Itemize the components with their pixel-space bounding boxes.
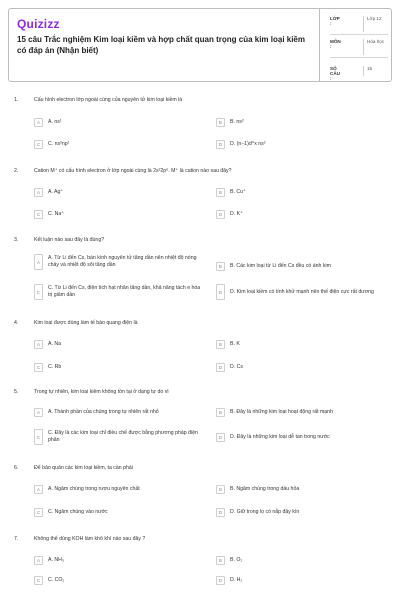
- option-text: C. Na⁺: [48, 211, 64, 217]
- question-text: Trong tự nhiên, kim loại kiềm không tồn tại ở dạng tự do vì: [34, 389, 169, 395]
- option-text: B. Đây là những kim loại hoạt động rất mạnh: [230, 409, 333, 415]
- option-letter: D: [216, 284, 225, 300]
- option-a[interactable]: [34, 188, 63, 197]
- option-text: A. Ag⁺: [48, 189, 64, 195]
- option-letter: B: [216, 485, 225, 494]
- option-b[interactable]: [216, 408, 333, 417]
- option-letter: A: [34, 556, 43, 565]
- option-d[interactable]: [216, 508, 299, 517]
- option-a[interactable]: [34, 118, 62, 127]
- option-text: D. K⁺: [230, 211, 243, 217]
- option-letter: C: [34, 140, 43, 149]
- option-text: B. Cu⁺: [230, 189, 246, 195]
- option-letter: B: [216, 262, 225, 271]
- question-number: 7.: [14, 536, 19, 542]
- option-c[interactable]: [34, 363, 61, 372]
- option-letter: B: [216, 408, 225, 417]
- question-number: 2.: [14, 168, 19, 174]
- option-text: D. H₂: [230, 577, 243, 583]
- option-letter: A: [34, 485, 43, 494]
- option-text: B. Các kim loại từ Li đến Cs đều có ánh kim: [230, 263, 331, 269]
- option-c[interactable]: [34, 210, 64, 219]
- option-text: D. Kim loại kiềm có tính khử mạnh nên thế điện cực rất dương: [230, 288, 374, 295]
- subject-value: Hóa học: [363, 39, 387, 55]
- option-text: A. ns¹: [48, 119, 62, 125]
- option-letter: B: [216, 556, 225, 565]
- option-text: A. Thành phần của chúng trong tự nhiên rất nhỏ: [48, 409, 159, 415]
- option-letter: D: [216, 363, 225, 372]
- option-text: C. ns²np¹: [48, 141, 70, 147]
- option-text: A. Ngâm chúng trong rượu nguyên chất: [48, 486, 140, 492]
- option-a[interactable]: [34, 408, 159, 417]
- option-a[interactable]: [34, 485, 140, 494]
- option-b[interactable]: [216, 262, 331, 271]
- meta-panel: [319, 9, 392, 81]
- worksheet-header: [8, 8, 392, 82]
- option-d[interactable]: [216, 140, 265, 149]
- option-letter: D: [216, 576, 225, 585]
- option-d[interactable]: [216, 210, 243, 219]
- option-c[interactable]: [34, 576, 64, 585]
- question-number: 4.: [14, 320, 19, 326]
- option-letter: B: [216, 340, 225, 349]
- option-text: C. Từ Li đến Cs, điện tích hạt nhân tăng dần, khả năng tách e hóa trị giảm dần: [48, 285, 201, 298]
- option-text: B. ns²: [230, 119, 244, 125]
- option-text: B. K: [230, 341, 240, 347]
- option-letter: C: [34, 508, 43, 517]
- class-value: Lớp 12: [363, 16, 387, 32]
- option-d[interactable]: [216, 433, 330, 442]
- option-text: C. Đây là các kim loại chỉ điều chế được bằng phương pháp điện phân: [48, 430, 198, 443]
- class-label: LỚP :: [330, 16, 340, 26]
- option-d[interactable]: [216, 284, 386, 300]
- option-letter: C: [34, 576, 43, 585]
- question-text: Để bảo quản các kim loại kiềm, ta cần phải: [34, 465, 133, 471]
- option-b[interactable]: [216, 118, 244, 127]
- meta-divider: [330, 57, 388, 58]
- option-c[interactable]: [34, 140, 69, 149]
- option-text: C. Rb: [48, 364, 62, 370]
- count-value: 15: [363, 66, 387, 76]
- question-text: Kết luận nào sau đây là đúng?: [34, 237, 105, 243]
- option-letter: D: [216, 433, 225, 442]
- option-b[interactable]: [216, 340, 240, 349]
- option-text: B. Ngâm chúng trong dầu hỏa: [230, 486, 300, 492]
- option-text: D. Cs: [230, 364, 243, 370]
- option-text: D. (n−1)d^x ns²: [230, 141, 266, 147]
- worksheet-title: 15 câu Trắc nghiệm Kim loại kiềm và hợp chất quan trọng của kim loại kiềm có đáp án (Nhận biết): [17, 35, 305, 55]
- option-letter: C: [34, 284, 43, 300]
- quizizz-logo: Quizizz: [17, 17, 60, 31]
- subject-label: MÔN :: [330, 39, 341, 49]
- option-letter: D: [216, 210, 225, 219]
- option-a[interactable]: [34, 254, 204, 270]
- option-a[interactable]: [34, 556, 64, 565]
- question-number: 6.: [14, 465, 19, 471]
- option-b[interactable]: [216, 188, 246, 197]
- option-text: D. Giữ trong lọ có nắp đậy kín: [230, 509, 300, 515]
- option-letter: C: [34, 210, 43, 219]
- option-text: A. Từ Li đến Cs, bán kính nguyên tử tăng dần nên nhiệt độ nóng chảy và nhiệt độ sôi tăng dần: [48, 255, 197, 268]
- option-letter: D: [216, 140, 225, 149]
- question-text: Cation M⁺ có cấu hình electron ở lớp ngoài cùng là 2s²2p⁶. M⁺ là cation nào sau đây?: [34, 168, 232, 174]
- option-letter: C: [34, 429, 43, 445]
- option-b[interactable]: [216, 556, 242, 565]
- option-letter: A: [34, 340, 43, 349]
- question-number: 3.: [14, 237, 19, 243]
- option-letter: A: [34, 188, 43, 197]
- option-d[interactable]: [216, 576, 242, 585]
- question-text: Kim loại được dùng làm tế bào quang điện là: [34, 320, 138, 326]
- question-number: 1.: [14, 97, 19, 103]
- option-c[interactable]: [34, 508, 108, 517]
- option-letter: C: [34, 363, 43, 372]
- option-letter: A: [34, 254, 43, 270]
- question-number: 5.: [14, 389, 19, 395]
- option-text: B. O₂: [230, 557, 243, 563]
- question-text: Không thể dùng KOH làm khô khí nào sau đây ?: [34, 536, 146, 542]
- option-letter: A: [34, 408, 43, 417]
- option-text: C. Ngâm chúng vào nước: [48, 509, 108, 515]
- option-letter: B: [216, 118, 225, 127]
- option-text: C. CO₂: [48, 577, 65, 583]
- option-a[interactable]: [34, 340, 61, 349]
- option-letter: A: [34, 118, 43, 127]
- count-label: SỐ CÂU :: [330, 66, 340, 81]
- option-c[interactable]: [34, 284, 204, 300]
- question-text: Cấu hình electron lớp ngoài cùng của nguyên tử kim loại kiềm là: [34, 97, 183, 103]
- option-b[interactable]: [216, 485, 299, 494]
- option-text: D. Đây là những kim loại dễ tan trong nước: [230, 434, 330, 440]
- option-letter: B: [216, 188, 225, 197]
- option-c[interactable]: [34, 429, 204, 445]
- meta-divider: [330, 34, 388, 35]
- option-letter: D: [216, 508, 225, 517]
- option-text: A. Na: [48, 341, 61, 347]
- option-d[interactable]: [216, 363, 243, 372]
- option-text: A. NH₃: [48, 557, 64, 563]
